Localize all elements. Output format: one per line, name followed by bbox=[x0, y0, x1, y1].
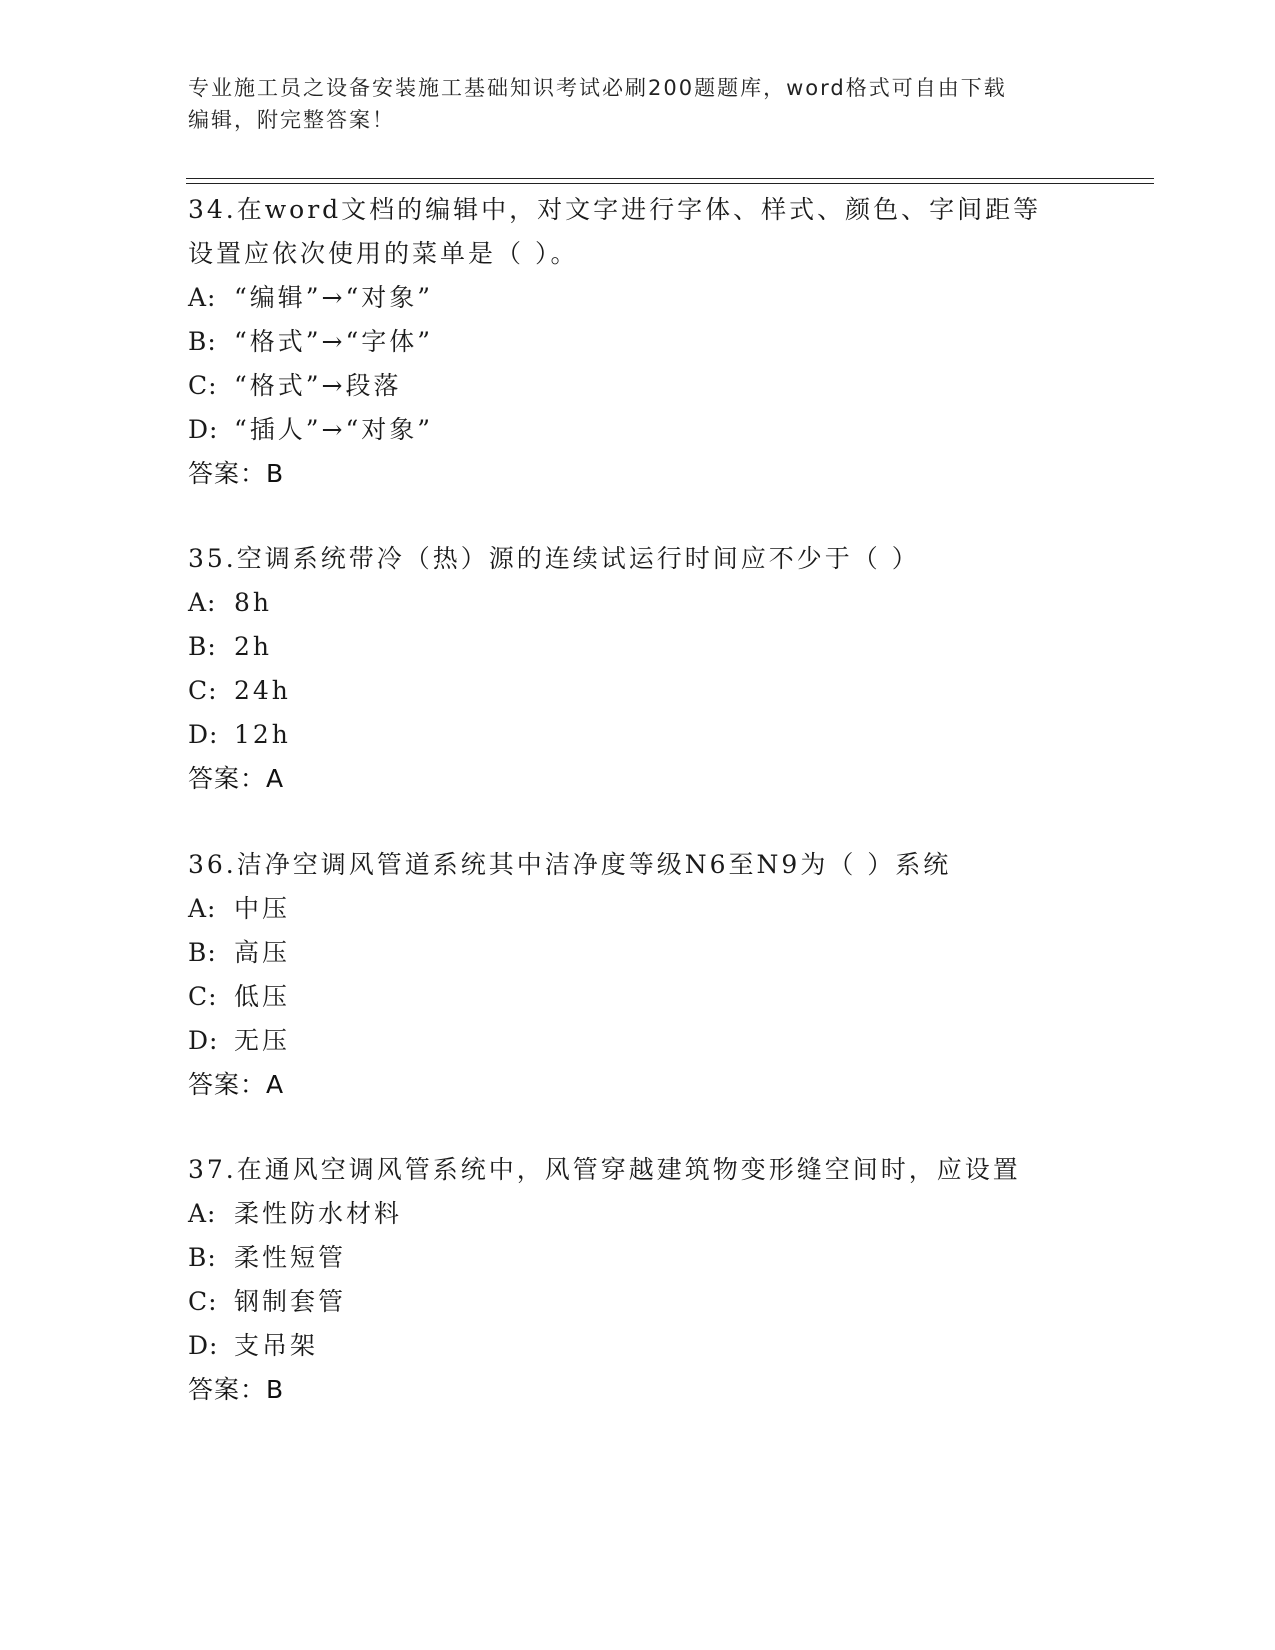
question-36 bbox=[188, 843, 1088, 1107]
option-c bbox=[188, 669, 1088, 713]
answer-line: 答案：B bbox=[188, 1375, 285, 1404]
question-stem: 35.空调系统带冷（热）源的连续试运行时间应不少于（ ） bbox=[188, 544, 920, 573]
option-key: C: bbox=[188, 676, 218, 705]
option-text: 无压 bbox=[234, 1026, 291, 1055]
option-d bbox=[188, 408, 1088, 452]
option-text: 高压 bbox=[234, 938, 291, 967]
header-line-2: 编辑，附完整答案！ bbox=[188, 108, 395, 132]
header-line-1: 专业施工员之设备安装施工基础知识考试必刷200题题库，word格式可自由下载 bbox=[188, 76, 1007, 100]
option-c bbox=[188, 1280, 1088, 1324]
option-key: A: bbox=[188, 283, 217, 312]
question-stem: 37.在通风空调风管系统中，风管穿越建筑物变形缝空间时，应设置 bbox=[188, 1155, 1021, 1184]
option-text: 钢制套管 bbox=[234, 1287, 347, 1316]
option-text: 2h bbox=[234, 632, 273, 661]
option-key: A: bbox=[188, 1199, 217, 1228]
option-d bbox=[188, 713, 1088, 757]
document-header bbox=[188, 72, 1068, 136]
option-a bbox=[188, 581, 1088, 625]
option-key: A: bbox=[188, 894, 217, 923]
question-stem: 34.在word文档的编辑中，对文字进行字体、样式、颜色、字间距等 bbox=[188, 195, 1042, 224]
option-c bbox=[188, 364, 1088, 408]
option-key: B: bbox=[188, 632, 217, 661]
option-text: 中压 bbox=[234, 894, 291, 923]
option-b bbox=[188, 320, 1088, 364]
header-divider-bottom bbox=[186, 183, 1154, 184]
option-text: 12h bbox=[234, 720, 291, 749]
option-key: C: bbox=[188, 1287, 218, 1316]
question-stem: 36.洁净空调风管道系统其中洁净度等级N6至N9为（ ）系统 bbox=[188, 850, 952, 879]
option-b bbox=[188, 1236, 1088, 1280]
option-text: “插人”→“对象” bbox=[234, 415, 434, 444]
option-key: B: bbox=[188, 327, 217, 356]
question-stem-continued: 设置应依次使用的菜单是（ ）。 bbox=[188, 239, 579, 268]
option-text: 8h bbox=[234, 588, 273, 617]
option-text: 柔性防水材料 bbox=[234, 1199, 403, 1228]
option-a bbox=[188, 276, 1088, 320]
question-34 bbox=[188, 188, 1088, 496]
option-text: “格式”→“字体” bbox=[234, 327, 434, 356]
option-a bbox=[188, 887, 1088, 931]
question-35 bbox=[188, 537, 1088, 801]
option-key: C: bbox=[188, 982, 218, 1011]
option-key: D: bbox=[188, 720, 219, 749]
option-text: 柔性短管 bbox=[234, 1243, 347, 1272]
option-b bbox=[188, 625, 1088, 669]
option-text: “编辑”→“对象” bbox=[234, 283, 434, 312]
option-key: B: bbox=[188, 1243, 217, 1272]
option-key: D: bbox=[188, 1026, 219, 1055]
option-text: “格式”→段落 bbox=[234, 371, 402, 400]
option-a bbox=[188, 1192, 1088, 1236]
option-c bbox=[188, 975, 1088, 1019]
question-37 bbox=[188, 1148, 1088, 1412]
option-b bbox=[188, 931, 1088, 975]
header-divider-top bbox=[186, 178, 1154, 179]
option-d bbox=[188, 1324, 1088, 1368]
option-key: D: bbox=[188, 1331, 219, 1360]
option-key: C: bbox=[188, 371, 218, 400]
option-text: 支吊架 bbox=[234, 1331, 319, 1360]
option-d bbox=[188, 1019, 1088, 1063]
answer-line: 答案：A bbox=[188, 764, 285, 793]
option-key: D: bbox=[188, 415, 219, 444]
option-key: A: bbox=[188, 588, 217, 617]
answer-line: 答案：A bbox=[188, 1070, 285, 1099]
answer-line: 答案：B bbox=[188, 459, 285, 488]
option-key: B: bbox=[188, 938, 217, 967]
option-text: 低压 bbox=[234, 982, 291, 1011]
option-text: 24h bbox=[234, 676, 291, 705]
